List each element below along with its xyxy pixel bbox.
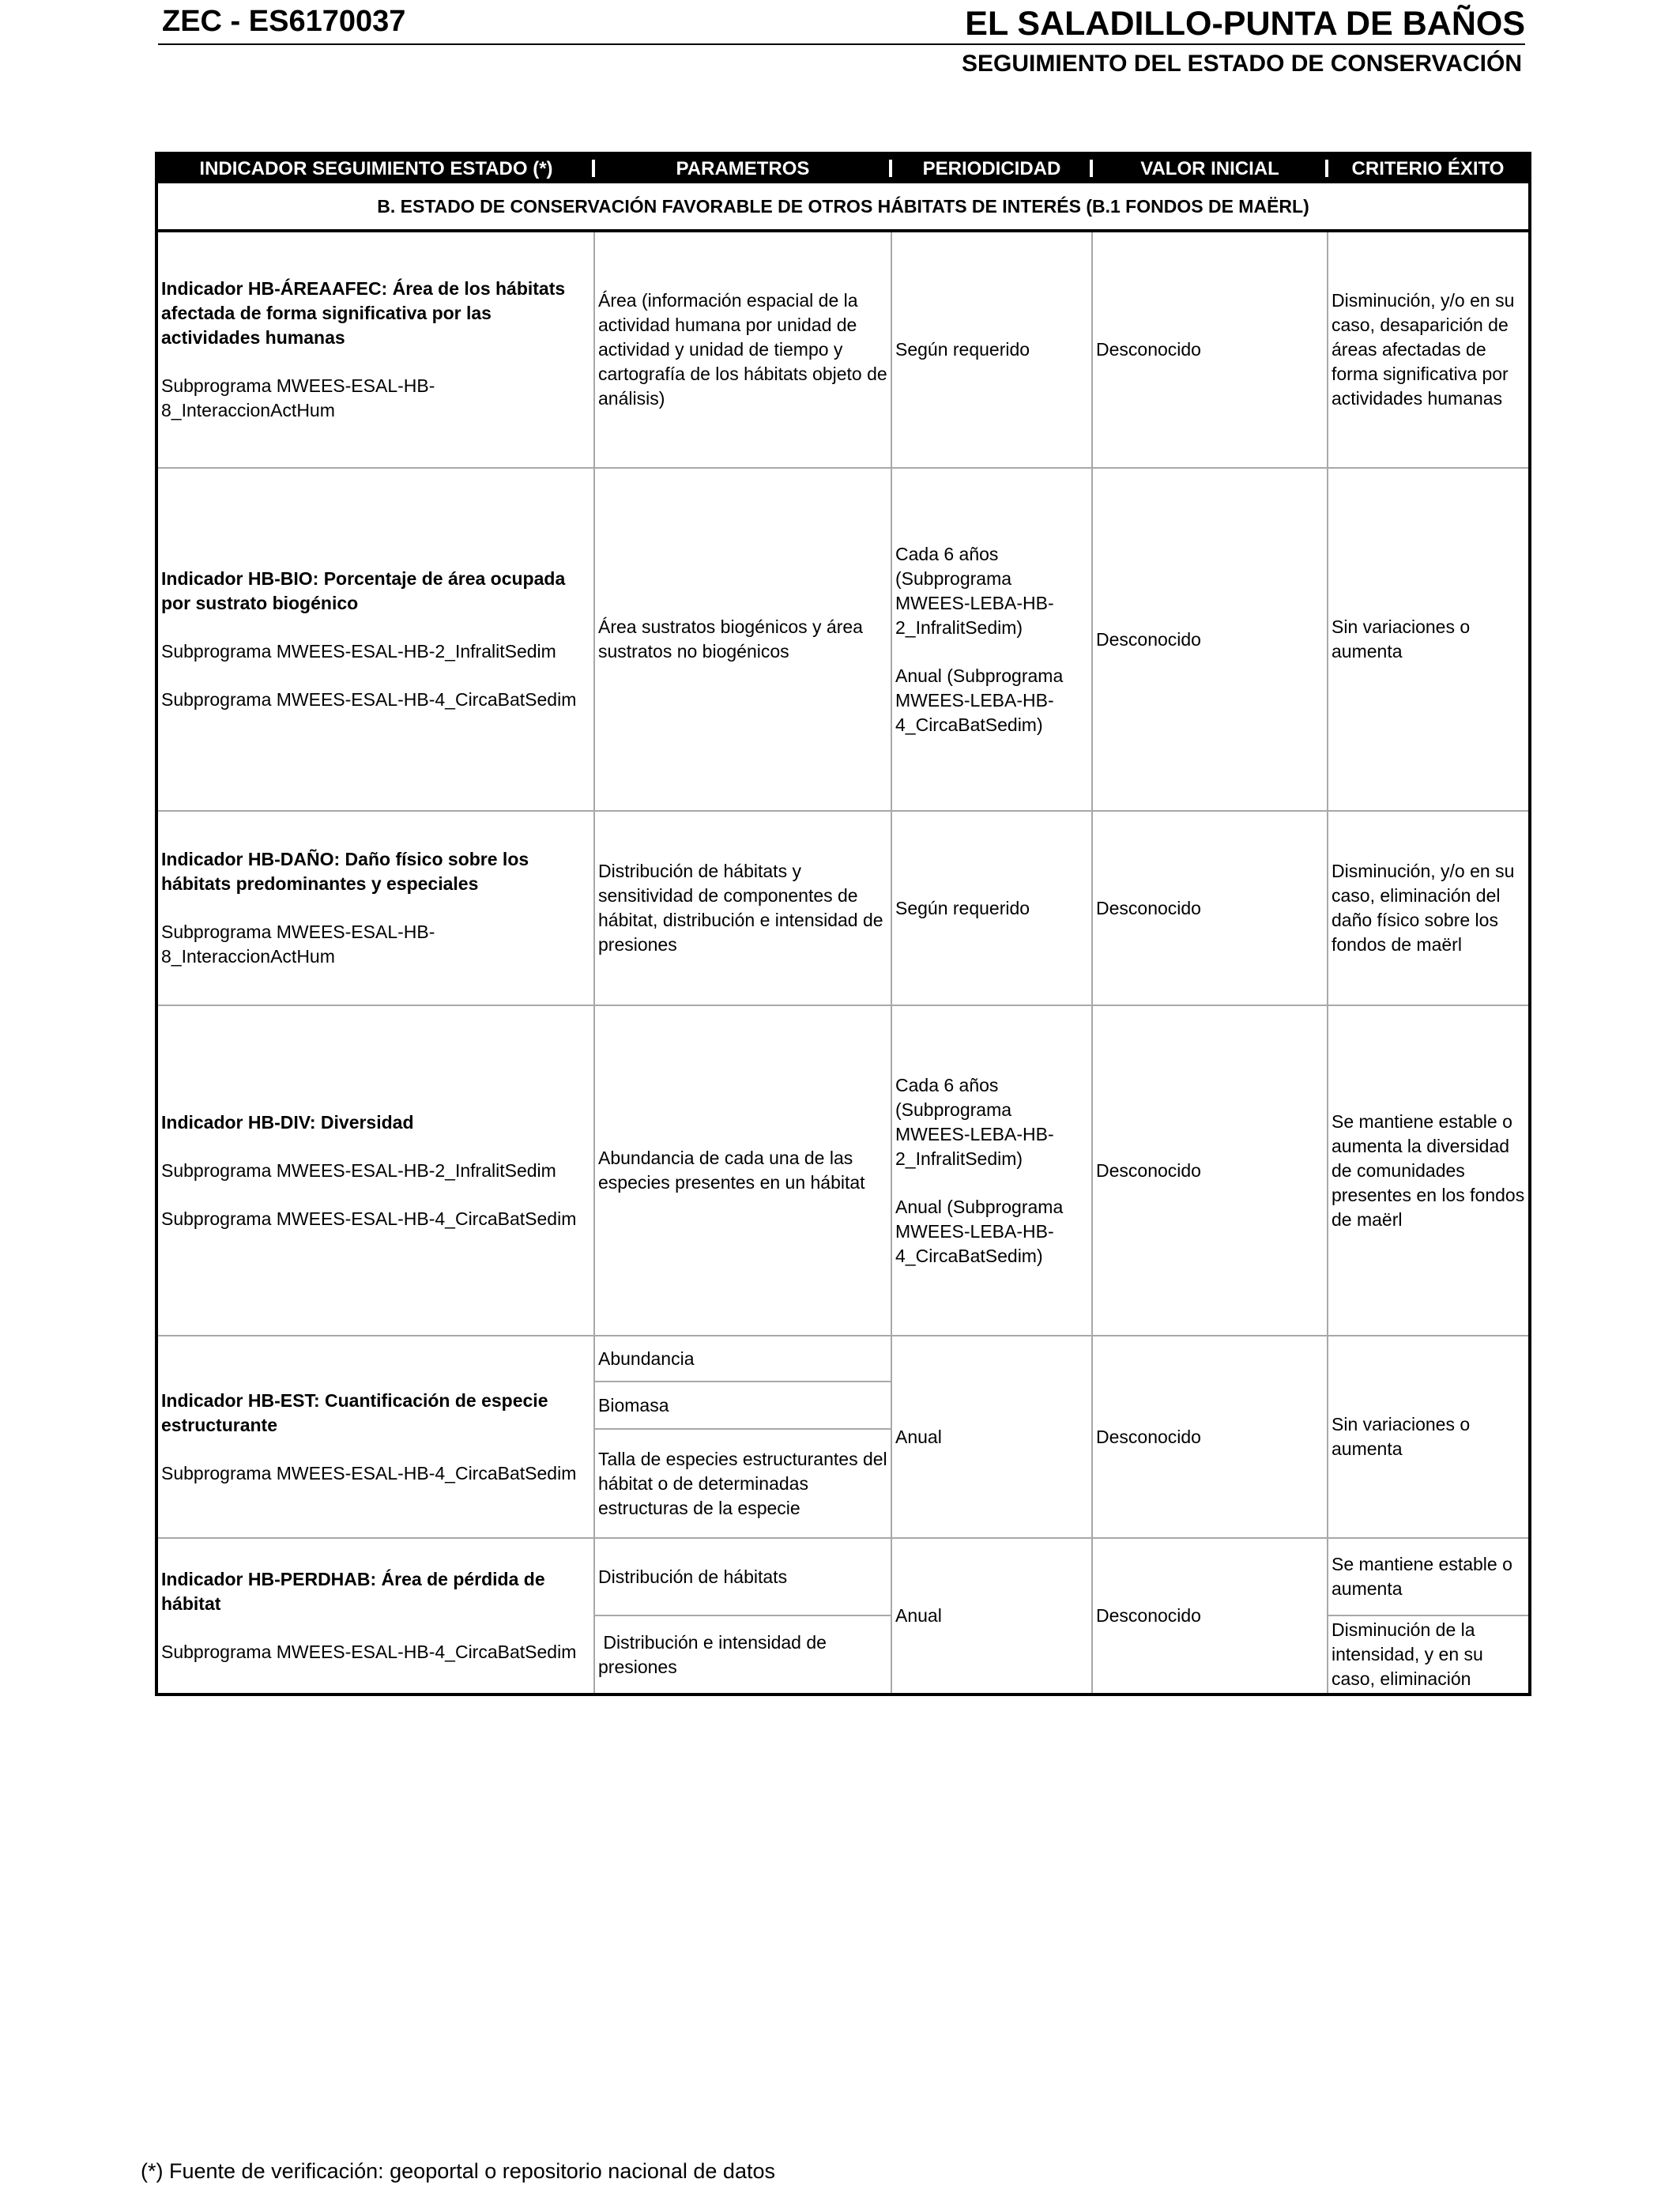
initial-value-cell: Desconocido — [1092, 1336, 1328, 1538]
initial-value-cell: Desconocido — [1092, 1538, 1328, 1695]
initial-value-cell: Desconocido — [1092, 231, 1328, 468]
indicator-cell: Indicador HB-EST: Cuantificación de especie estructurante Subprograma MWEES-ESAL-HB-4_CircaBatSedim — [156, 1336, 594, 1538]
col-header-initial-value: VALOR INICIAL — [1092, 153, 1328, 183]
parameters-cell: Biomasa — [594, 1382, 891, 1429]
success-criteria-cell: Disminución de la intensidad, y en su caso, eliminación — [1328, 1615, 1530, 1695]
success-criteria-cell: Disminución, y/o en su caso, eliminación del daño físico sobre los fondos de maërl — [1328, 811, 1530, 1005]
table-row — [156, 811, 1530, 1005]
parameters-cell: Área sustratos biogénicos y área sustratos no biogénicos — [594, 468, 891, 811]
col-header-success-criteria: CRITERIO ÉXITO — [1328, 153, 1530, 183]
initial-value-cell: Desconocido — [1092, 1005, 1328, 1336]
parameters-cell: Distribución e intensidad de presiones — [594, 1615, 891, 1695]
table-row — [156, 1336, 1530, 1382]
document-subtitle: SEGUIMIENTO DEL ESTADO DE CONSERVACIÓN — [962, 51, 1522, 77]
parameters-cell: Distribución de hábitats — [594, 1538, 891, 1615]
initial-value-cell: Desconocido — [1092, 811, 1328, 1005]
table-row — [156, 468, 1530, 811]
periodicity-cell: Según requerido — [891, 811, 1092, 1005]
header-rule — [158, 43, 1525, 45]
success-criteria-cell: Disminución, y/o en su caso, desaparición de áreas afectadas de forma significativa por actividades humanas — [1328, 231, 1530, 468]
footnote: (*) Fuente de verificación: geoportal o repositorio nacional de datos — [141, 2159, 775, 2183]
parameters-cell: Distribución de hábitats y sensitividad de componentes de hábitat, distribución e intensidad de presiones — [594, 811, 891, 1005]
section-header-row — [156, 183, 1530, 231]
success-criteria-cell: Sin variaciones o aumenta — [1328, 1336, 1530, 1538]
indicator-cell: Indicador HB-DIV: Diversidad Subprograma MWEES-ESAL-HB-2_InfralitSedim Subprograma MWEES-ESAL-HB-4_CircaBatSedim — [156, 1005, 594, 1336]
periodicity-cell: Cada 6 años (Subprograma MWEES-LEBA-HB-2_InfralitSedim) Anual (Subprograma MWEES-LEBA-HB-4_CircaBatSedim) — [891, 468, 1092, 811]
table-row — [156, 1005, 1530, 1336]
col-header-periodicity: PERIODICIDAD — [891, 153, 1092, 183]
success-criteria-cell: Sin variaciones o aumenta — [1328, 468, 1530, 811]
indicator-cell: Indicador HB-ÁREAAFEC: Área de los hábitats afectada de forma significativa por las actividades humanas Subprograma MWEES-ESAL-HB-8_InteraccionActHum — [156, 231, 594, 468]
column-header-row — [156, 153, 1530, 183]
success-criteria-cell: Se mantiene estable o aumenta — [1328, 1538, 1530, 1615]
periodicity-cell: Anual — [891, 1538, 1092, 1695]
parameters-cell: Área (información espacial de la actividad humana por unidad de actividad y unidad de tiempo y cartografía de los hábitats objeto de análisis) — [594, 231, 891, 468]
indicator-cell: Indicador HB-DAÑO: Daño físico sobre los hábitats predominantes y especiales Subprograma MWEES-ESAL-HB-8_InteraccionActHum — [156, 811, 594, 1005]
monitoring-table — [155, 152, 1531, 1696]
col-header-parameters: PARAMETROS — [594, 153, 891, 183]
periodicity-cell: Anual — [891, 1336, 1092, 1538]
indicator-cell: Indicador HB-BIO: Porcentaje de área ocupada por sustrato biogénico Subprograma MWEES-ESAL-HB-2_InfralitSedim Subprograma MWEES-ESAL-HB-4_CircaBatSedim — [156, 468, 594, 811]
success-criteria-cell: Se mantiene estable o aumenta la diversidad de comunidades presentes en los fondos de maërl — [1328, 1005, 1530, 1336]
periodicity-cell: Cada 6 años (Subprograma MWEES-LEBA-HB-2_InfralitSedim) Anual (Subprograma MWEES-LEBA-HB-4_CircaBatSedim) — [891, 1005, 1092, 1336]
parameters-cell: Abundancia de cada una de las especies presentes en un hábitat — [594, 1005, 891, 1336]
indicator-cell: Indicador HB-PERDHAB: Área de pérdida de hábitat Subprograma MWEES-ESAL-HB-4_CircaBatSedim — [156, 1538, 594, 1695]
parameters-cell: Abundancia — [594, 1336, 891, 1382]
periodicity-cell: Según requerido — [891, 231, 1092, 468]
site-name: EL SALADILLO-PUNTA DE BAÑOS — [965, 5, 1525, 43]
table-row — [156, 231, 1530, 468]
parameters-cell: Talla de especies estructurantes del hábitat o de determinadas estructuras de la especie — [594, 1429, 891, 1538]
section-title: B. ESTADO DE CONSERVACIÓN FAVORABLE DE OTROS HÁBITATS DE INTERÉS (B.1 FONDOS DE MAËRL) — [156, 183, 1530, 231]
initial-value-cell: Desconocido — [1092, 468, 1328, 811]
site-code: ZEC - ES6170037 — [162, 5, 406, 38]
col-header-indicator: INDICADOR SEGUIMIENTO ESTADO (*) — [156, 153, 594, 183]
table-row — [156, 1538, 1530, 1615]
